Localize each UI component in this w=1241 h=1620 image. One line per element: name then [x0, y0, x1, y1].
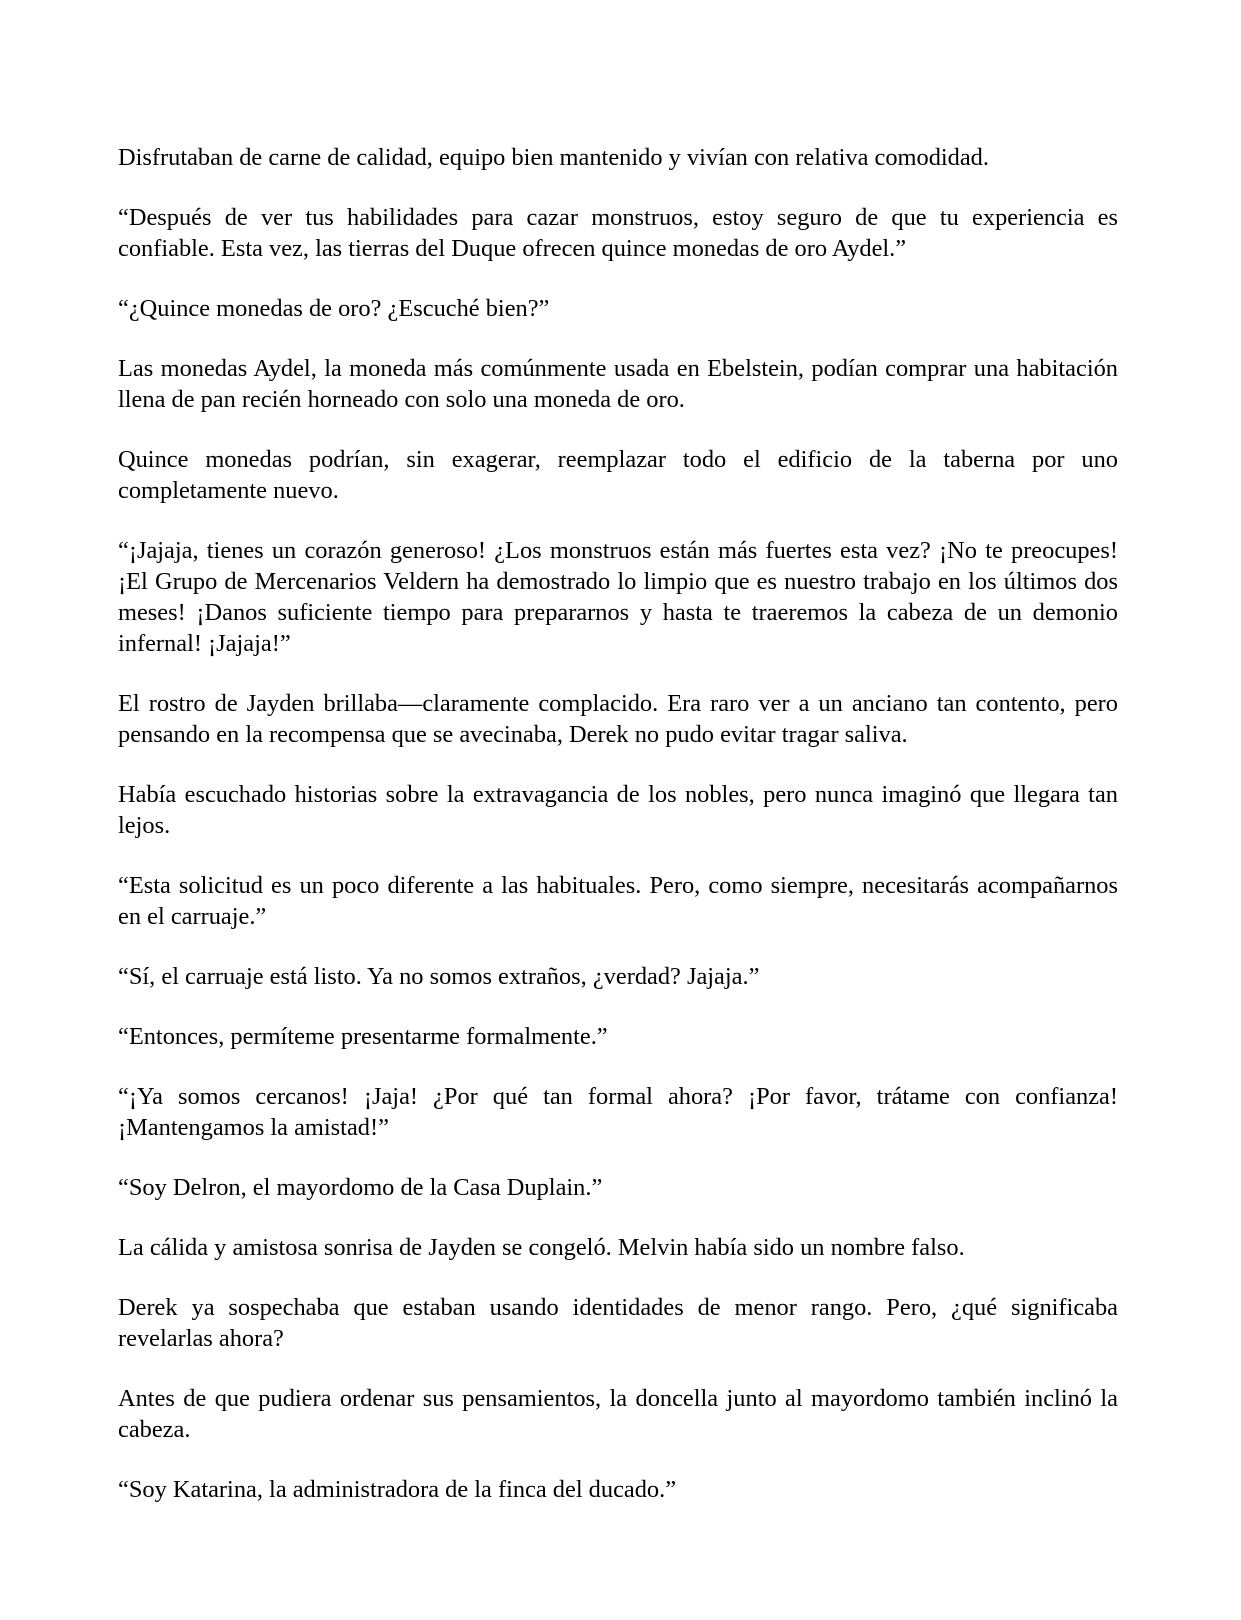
- paragraph-4: Las monedas Aydel, la moneda más comúnmente usada en Ebelstein, podían comprar una habitación llena de pan recién horneado con solo una moneda de oro.: [118, 355, 1118, 413]
- paragraph-8: Había escuchado historias sobre la extravagancia de los nobles, pero nunca imaginó que llegara tan lejos.: [118, 781, 1118, 839]
- paragraph-5: Quince monedas podrían, sin exagerar, reemplazar todo el edificio de la taberna por uno completamente nuevo.: [118, 446, 1118, 504]
- paragraph-3: “¿Quince monedas de oro? ¿Escuché bien?”: [118, 295, 550, 322]
- paragraph-6: “¡Jajaja, tienes un corazón generoso! ¿Los monstruos están más fuertes esta vez? ¡No te preocupes! ¡El Grupo de Mercenarios Veldern ha demostrado lo limpio que es nuestro trabajo en los últimos dos meses! ¡Danos suficiente tiempo para prepararnos y hasta te traeremos la cabeza de un demonio infernal! ¡Jajaja!”: [118, 537, 1118, 657]
- paragraph-12: “¡Ya somos cercanos! ¡Jaja! ¿Por qué tan formal ahora? ¡Por favor, trátame con confianza! ¡Mantengamos la amistad!”: [118, 1083, 1118, 1141]
- paragraph-10: “Sí, el carruaje está listo. Ya no somos extraños, ¿verdad? Jajaja.”: [118, 963, 760, 990]
- paragraph-2: “Después de ver tus habilidades para cazar monstruos, estoy seguro de que tu experiencia es confiable. Esta vez, las tierras del Duque ofrecen quince monedas de oro Aydel.”: [118, 204, 1118, 262]
- paragraph-9: “Esta solicitud es un poco diferente a las habituales. Pero, como siempre, necesitarás acompañarnos en el carruaje.”: [118, 872, 1118, 930]
- paragraph-17: “Soy Katarina, la administradora de la finca del ducado.”: [118, 1476, 677, 1503]
- document-page: [118, 142, 1118, 1534]
- paragraph-7: El rostro de Jayden brillaba—claramente complacido. Era raro ver a un anciano tan contento, pero pensando en la recompensa que se avecinaba, Derek no pudo evitar tragar saliva.: [118, 690, 1118, 748]
- paragraph-1: Disfrutaban de carne de calidad, equipo bien mantenido y vivían con relativa comodidad.: [118, 144, 989, 171]
- paragraph-14: La cálida y amistosa sonrisa de Jayden se congeló. Melvin había sido un nombre falso.: [118, 1234, 965, 1261]
- paragraph-11: “Entonces, permíteme presentarme formalmente.”: [118, 1023, 608, 1050]
- paragraph-15: Derek ya sospechaba que estaban usando identidades de menor rango. Pero, ¿qué significaba revelarlas ahora?: [118, 1294, 1118, 1352]
- paragraph-13: “Soy Delron, el mayordomo de la Casa Duplain.”: [118, 1174, 603, 1201]
- paragraph-16: Antes de que pudiera ordenar sus pensamientos, la doncella junto al mayordomo también inclinó la cabeza.: [118, 1385, 1118, 1443]
